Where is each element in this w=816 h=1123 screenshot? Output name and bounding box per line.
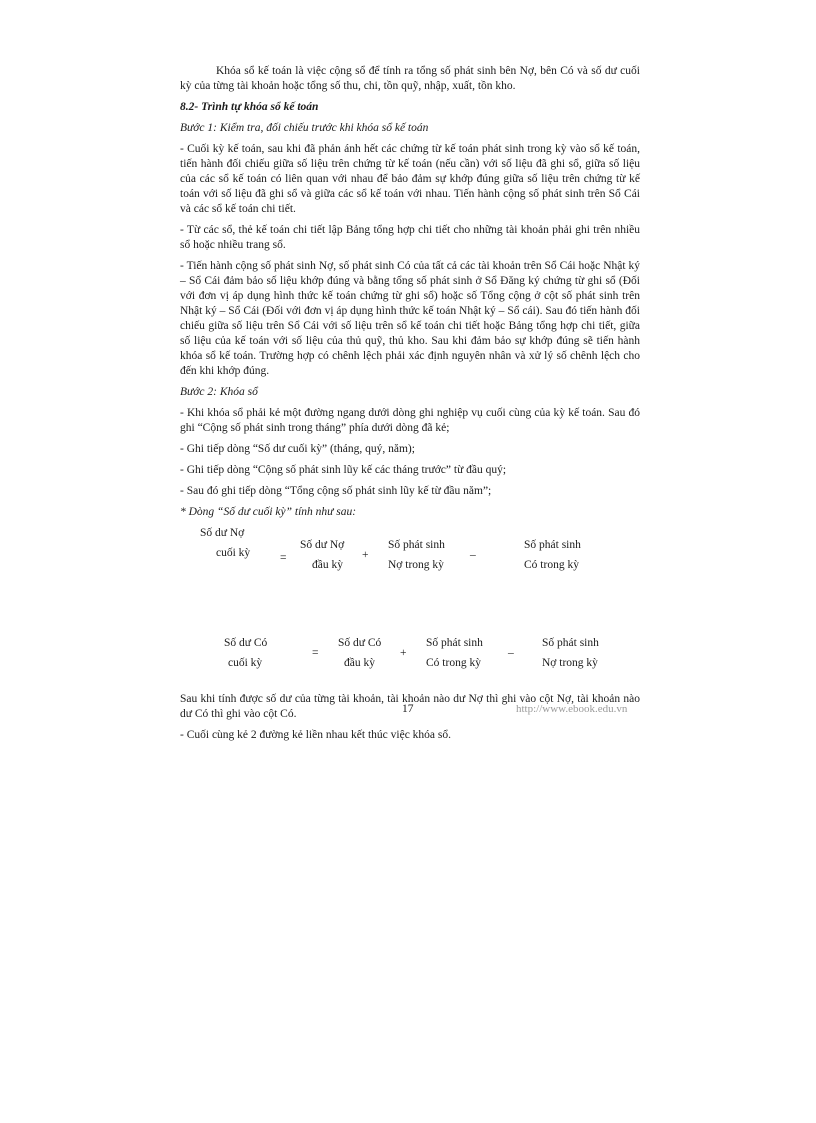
formula1-term2-line1: Số phát sinh — [388, 539, 445, 551]
formula2-term1-line2: đầu kỳ — [344, 657, 375, 669]
step1-paragraph-2: - Từ các sổ, thẻ kế toán chi tiết lập Bảng tổng hợp chi tiết cho những tài khoản phải ghi trên nhiều sổ hoặc nhiều trang sổ. — [180, 224, 640, 251]
section-heading: 8.2- Trình tự khóa sổ kế toán — [180, 101, 319, 113]
formula1-minus: _ — [470, 545, 476, 557]
formula1-equals: = — [280, 552, 287, 564]
footer-url: http://www.ebook.edu.vn — [516, 703, 628, 715]
document-page — [180, 64, 640, 749]
step1-paragraph-1: - Cuối kỳ kế toán, sau khi đã phản ánh hết các chứng từ kế toán phát sinh trong kỳ vào sổ kế toán, tiến hành đối chiếu giữa số liệu trên chứng từ kế toán (nếu cần) với số liệu đã ghi sổ, giữa số liệu của các sổ kế toán có liên quan với nhau để bảo đảm sự khớp đúng giữa số liệu trên chứng từ kế toán với số liệu đã ghi sổ và giữa các sổ kế toán với nhau. Tiến hành cộng số phát sinh trên Sổ Cái và các sổ kế toán chi tiết. — [180, 143, 640, 215]
formula2-term1-line1: Số dư Có — [338, 637, 382, 649]
star-line: * Dòng “Số dư cuối kỳ” tính như sau: — [180, 506, 357, 518]
step2-paragraph-2: - Ghi tiếp dòng “Số dư cuối kỳ” (tháng, quý, năm); — [180, 443, 415, 455]
formula2-term2-line1: Số phát sinh — [426, 637, 483, 649]
step2-title: Bước 2: Khóa sổ — [180, 386, 258, 398]
after-formula-paragraph: Sau khi tính được số dư của từng tài khoản, tài khoản nào dư Nợ thì ghi vào cột Nợ, tài khoản nào dư Có thì ghi vào cột Có. — [180, 693, 640, 720]
formula2-equals: = — [312, 647, 319, 659]
formula1-plus: + — [362, 549, 369, 561]
final-paragraph: - Cuối cùng kẻ 2 đường kẻ liền nhau kết thúc việc khóa sổ. — [180, 729, 452, 741]
formula1-term1-line2: đầu kỳ — [312, 559, 343, 571]
formula2-term3-line1: Số phát sinh — [542, 637, 599, 649]
intro-paragraph: Khóa sổ kế toán là việc cộng sổ để tính ra tổng số phát sinh bên Nợ, bên Có và số dư cuối kỳ của từng tài khoản hoặc tổng số thu, chi, tồn quỹ, nhập, xuất, tồn kho. — [180, 65, 640, 92]
formula2-lhs-line1: Số dư Có — [224, 637, 268, 649]
step1-title: Bước 1: Kiểm tra, đối chiếu trước khi khóa sổ kế toán — [180, 122, 429, 134]
formula2-term2-line2: Có trong kỳ — [426, 657, 481, 669]
formula-credit-balance — [180, 636, 640, 692]
step2-paragraph-3: - Ghi tiếp dòng “Cộng số phát sinh lũy kế các tháng trước” từ đầu quý; — [180, 464, 507, 476]
formula1-term3-line1: Số phát sinh — [524, 539, 581, 551]
formula1-lhs-line2: cuối kỳ — [216, 547, 251, 559]
page-number: 17 — [402, 703, 414, 715]
formula2-lhs-line2: cuối kỳ — [228, 657, 263, 669]
formula2-plus: + — [400, 647, 407, 659]
formula1-lhs-line1: Số dư Nợ — [200, 527, 245, 539]
step2-paragraph-1: - Khi khóa sổ phải kẻ một đường ngang dưới dòng ghi nghiệp vụ cuối cùng của kỳ kế toán. Sau đó ghi “Cộng số phát sinh trong tháng” phía dưới dòng đã kẻ; — [180, 407, 640, 434]
formula1-term2-line2: Nợ trong kỳ — [388, 559, 444, 571]
formula1-term1-line1: Số dư Nợ — [300, 539, 345, 551]
formula2-term3-line2: Nợ trong kỳ — [542, 657, 598, 669]
formula2-minus: _ — [508, 643, 514, 655]
formula1-term3-line2: Có trong kỳ — [524, 559, 579, 571]
step2-paragraph-4: - Sau đó ghi tiếp dòng “Tổng cộng số phát sinh lũy kế từ đầu năm”; — [180, 485, 492, 497]
formula-debit-balance — [180, 526, 640, 606]
step1-paragraph-3: - Tiến hành cộng số phát sinh Nợ, số phát sinh Có của tất cả các tài khoản trên Sổ Cái hoặc Nhật ký – Sổ Cái đảm bảo số liệu khớp đúng và bằng tổng số phát sinh ở Sổ Đăng ký chứng từ ghi sổ (Đối với đơn vị áp dụng hình thức kế toán chứng từ ghi sổ) hoặc số Tổng cộng ở cột số phát sinh trên Nhật ký – Sổ Cái (Đối với đơn vị áp dụng hình thức kế toán Nhật ký – Sổ cái). Sau đó tiến hành đối chiếu giữa số liệu trên Sổ Cái với số liệu trên sổ kế toán chi tiết hoặc Bảng tổng hợp chi tiết, giữa số liệu của kế toán với số liệu của thủ quỹ, thủ kho. Sau khi đảm bảo sự khớp đúng sẽ tiến hành khóa sổ kế toán. Trường hợp có chênh lệch phải xác định nguyên nhân và xử lý số chênh lệch cho đến khi khớp đúng. — [180, 260, 640, 377]
